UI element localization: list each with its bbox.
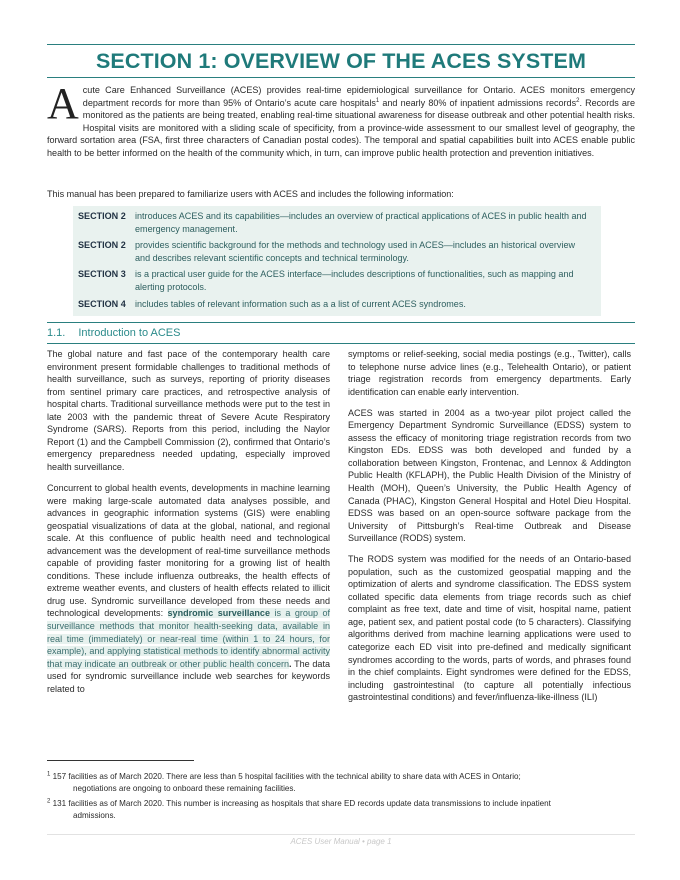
subsection-number: 1.1. [47,327,66,339]
section-description: includes tables of relevant information such as a a list of current ACES syndromes. [135,298,466,309]
section-list-item [73,210,601,235]
subsection-title: Introduction to ACES [78,327,181,339]
left-column [47,348,330,704]
right-column [348,348,631,712]
page-title: SECTION 1: OVERVIEW OF THE ACES SYSTEM [95,49,586,73]
body-paragraph: The global nature and fast pace of the contemporary health care environment present formidable challenges to traditional methods of health surveillance, such as surveys, reporting of priority diseases from sentinel primary care practices, and retrospective analysis of hospital charts. Traditional surveillance methods were put to the test in late 2003 with the pandemic threat of Severe Acute Respiratory Syndrome (SARS). Reports from this period, including the Naylor Report (1) and the Campbell Commission (2), confirmed that Ontario’s emergency preparedness needed updating, especially improved health surveillance. [47,349,330,472]
defined-term: syndromic surveillance [167,608,271,619]
definition-highlight: syndromic surveillance is a group of surveillance methods that monitor health-seeking data, available in real time (immediately) or near-real time (within 1 to 24 hours, for example), and applying statistical methods to identify abnormal activity that may indicate an outbreak or other public health concern [47,608,330,669]
drop-cap: A [47,79,79,128]
body-paragraph: The RODS system was modified for the needs of an Ontario-based population, such as the customized geospatial mapping and the optimization of alerts and syndrome classification. The EDSS system collated specific data elements from triage records such as chief complaint as free text, date and time of visit, hospital name, patient age, patient sex, and patient postal code (to 5 characters). Classifying algorithms derived from machine learning applications were used to categorize each ED visit into pre-defined and medically significant syndromes according to the words, parts of words, and phrases found in the chief complaints. Eight syndromes were defined for the EDSS, including gastrointestinal (to capture all potentially infectious gastrointestinal conditions) and fever/influenza-like-illness (ILI) [348,554,631,703]
footnote-separator [47,760,194,761]
intro-paragraph: Acute Care Enhanced Surveillance (ACES) provides real-time epidemiological surveillance for Ontario. ACES monitors emergency department records for more than 95% of Ontario’s acute care hospitals$^1$ and nearly 80% of inpatient admissions records$^2$. Records are monitored as the patients are being treated, enabling real-time situational awareness for disease outbreak and other potential health risks. Hospital visits are monitored with a sliding scale of specificity, from a province-wide assessment to our smallest level of geography, the forward sortation area (FSA, first three characters of Canadian postal codes). The temporal and spatial capabilities built into ACES enable public health to be better informed on the health of the community which, in turn, can improve public health protection and prevention initiatives. [47,79,635,158]
section-description: provides scientific background for the methods and technology used in ACES—includes an historical overview and describes relevant scientific concepts and technical terminology. [135,240,576,263]
footer-rule [47,834,635,835]
footnote-ref-2[interactable]: 2 [576,97,580,104]
section-label: SECTION 3 [78,269,126,280]
body-paragraph: Concurrent to global health events, developments in machine learning were making large-scale automated data analyses possible, and advances in geographic information systems (GIS) were enabling geospatial visualizations of data at the global, national, and regional scale. At this confluence of public health need and technological advancement was the development of real-time surveillance methods capable of providing faster monitoring for a growing list of health conditions. These include influenza outbreaks, the health effects of extreme weather events, and clusters of health effects related to illicit drug use. Syndromic surveillance developed from these needs and technological developments: syndromic surveillance is a group of surveillance methods that monitor health-seeking data, available in real time (immediately) or near-real time (within 1 to 24 hours, for example), and applying statistical methods to identify abnormal activity that may indicate an outbreak or other public health concern. The data used for syndromic surveillance include web searches for keywords related to [47,482,330,694]
footnote-2: $^2$ 131 facilities as of March 2020. This number is increasing as hospitals that share ED records update data transmissions to include inpatient admissions. [47,798,551,820]
section-list [73,206,601,316]
body-paragraph: ACES was started in 2004 as a two-year pilot project called the Emergency Department Syndromic Surveillance (EDSS) system to assess the efficacy of monitoring triage registration records from two Kingston EDs. EDSS was both developed and funded by a collaboration between Kingston, Frontenac, and Lennox & Addington Public Health (KFLAPH), the Public Health Division of the Ministry of Health (MOH), Queen’s University, the Public Health Agency of Canada (PHAC), Kingston General Hospital and Hotel Dieu Hospital. EDSS was based on an open-source software package from the University of Pittsburgh’s Real-time Outbreak and Disease Surveillance (RODS) system. [348,407,631,544]
subsection-top-rule [47,322,635,323]
page-footer: ACES User Manual • page 1 [290,837,392,846]
section-label: SECTION 4 [78,298,126,309]
section-description: introduces ACES and its capabilities—includes an overview of practical applications of ACES in public health and emergency management. [135,211,587,234]
footnote-1: $^1$ 157 facilities as of March 2020. There are less than 5 hospital facilities with the technical ability to share data with ACES in Ontario; negotiations are ongoing to onboard these remaining facilities. [47,771,521,793]
title-rule [47,77,635,78]
section-list-item [73,239,601,264]
section-list-item [73,298,601,311]
section-label: SECTION 2 [78,240,126,251]
top-rule [47,44,635,45]
footnote-ref-1[interactable]: 1 [375,97,380,104]
subsection-rule [47,343,635,344]
subsection-heading [47,327,635,339]
manual-intro: This manual has been prepared to familiarize users with ACES and includes the following information: [47,189,454,199]
body-paragraph: symptoms or relief-seeking, social media postings (e.g., Twitter), calls to telephone nurse advice lines (e.g., Telehealth Ontario), or patient triage registration records from emergency departments. Early identification can enable early intervention. [348,349,631,397]
section-description: is a practical user guide for the ACES interface—includes descriptions of functionalities, such as mapping and alerting protocols. [135,269,574,292]
section-label: SECTION 2 [78,211,126,221]
section-list-item [73,268,601,293]
